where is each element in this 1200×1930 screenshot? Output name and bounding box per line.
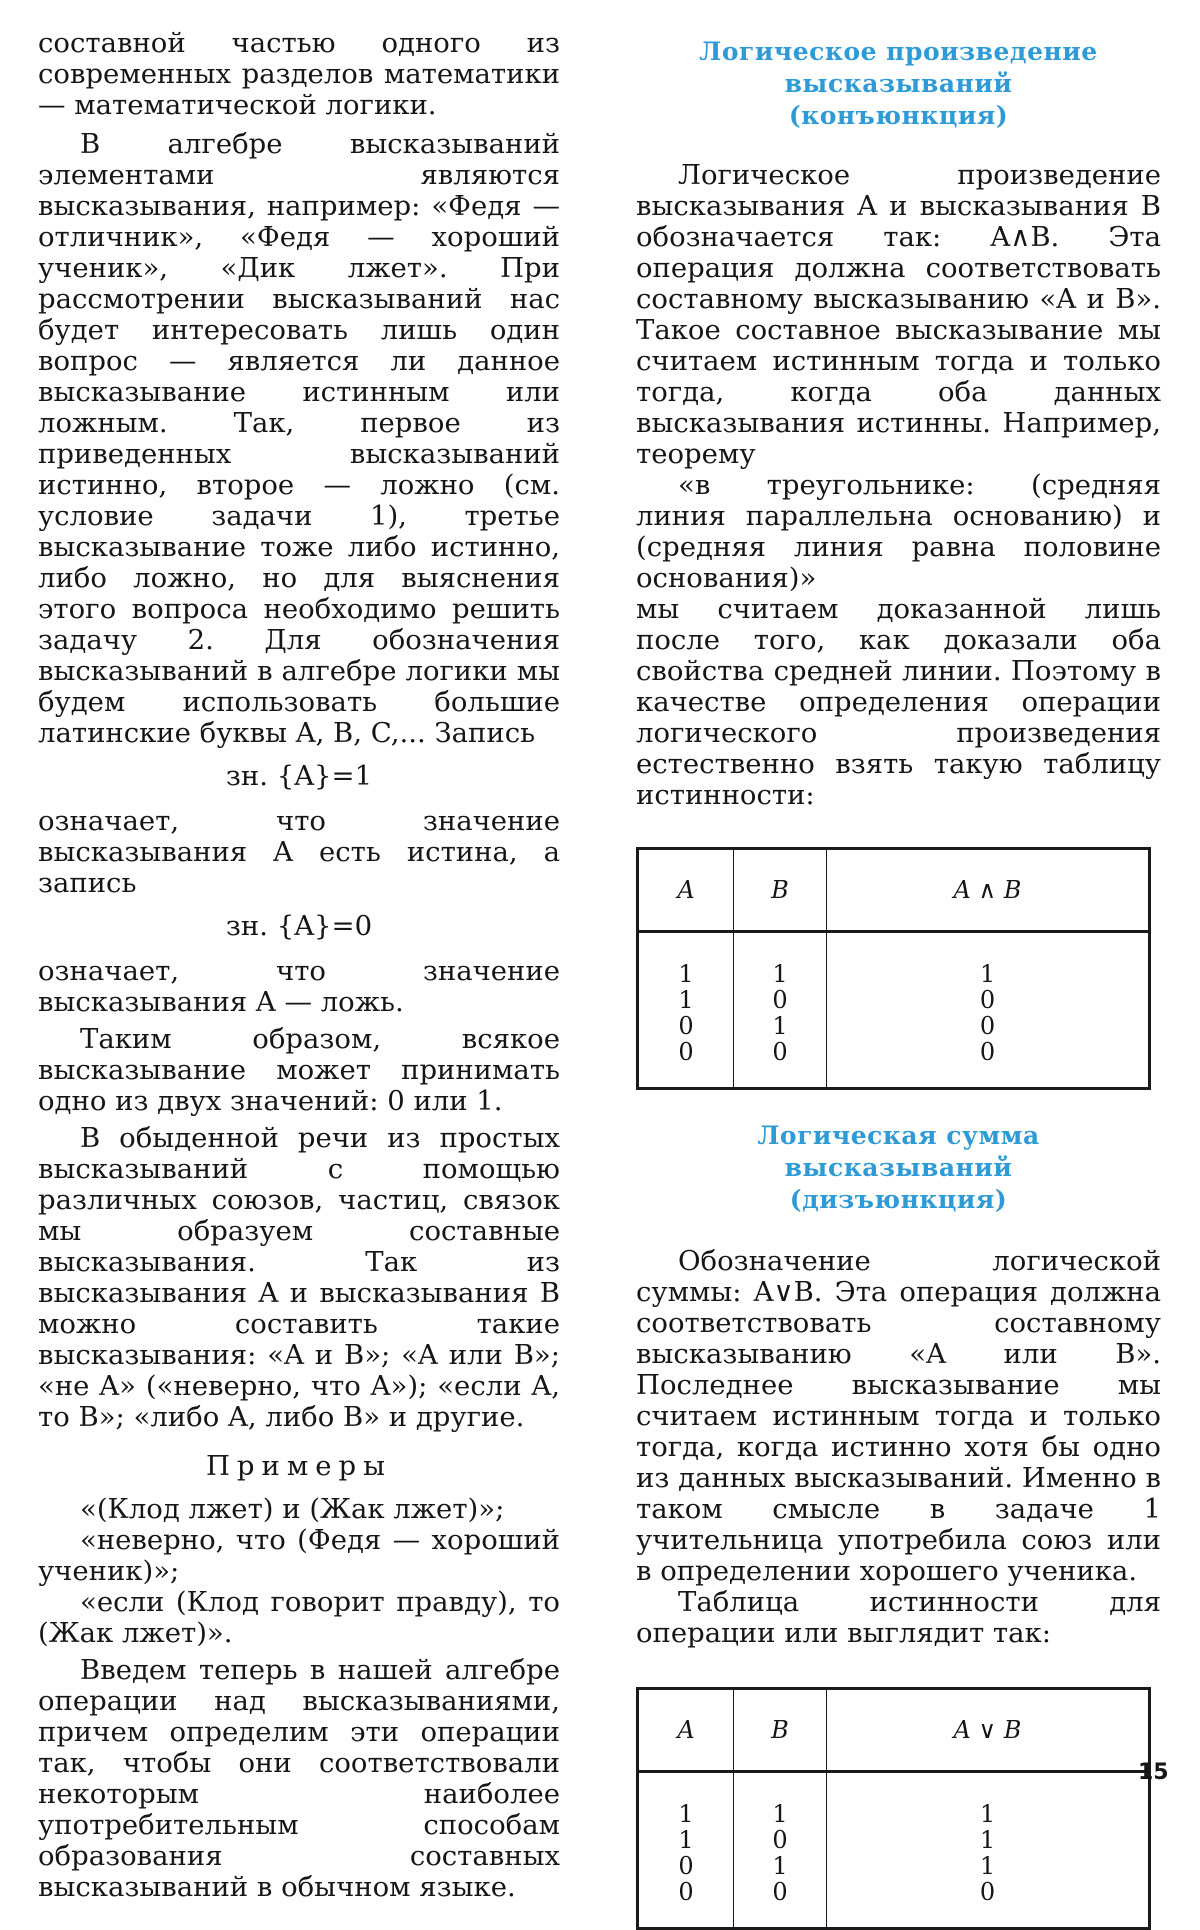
paragraph: Таблица истинности для операции или выглядит так: [636, 1586, 1161, 1649]
table-header: A [638, 1689, 734, 1772]
table-cell: 0 [678, 1038, 694, 1066]
left-column [38, 28, 560, 1903]
table-cell: 1 [979, 1826, 996, 1854]
table-column-result [826, 932, 1149, 1089]
paragraph: Введем теперь в нашей алгебре операции над высказываниями, причем определим эти операции так, чтобы они соответствовали некоторым наиболее употребительным способам образования составных высказываний в обычном языке. [38, 1654, 560, 1903]
table-cell: 1 [678, 960, 694, 988]
paragraph: Обозначение логической суммы: A∨B. Эта операция должна соответствовать составному высказыванию «A или B». Последнее высказывание мы считаем истинным тогда и только тогда, когда истинно хотя бы одно из данных высказываний. Именно в таком смысле в задаче 1 учительница употребила союз или в определении хорошего ученика. [636, 1245, 1161, 1587]
example-item: «если (Клод говорит правду), то (Жак лжет)». [38, 1586, 560, 1649]
section-heading-conjunction: Логическое произведение высказываний (конъюнкция) [699, 37, 1098, 130]
section-heading-disjunction: Логическая сумма высказываний (дизъюнкция) [757, 1121, 1040, 1214]
table-cell: 1 [772, 1800, 788, 1828]
table-cell: 0 [772, 1038, 788, 1066]
table-column-b [734, 1772, 827, 1929]
paragraph: «в треугольнике: (средняя линия параллельна основанию) и (средняя линия равна половине основания)» [636, 469, 1161, 594]
table-cell: 0 [772, 986, 788, 1014]
paragraph: В обыденной речи из простых высказываний с помощью различных союзов, частиц, связок мы образуем составные высказывания. Так из высказывания A и высказывания B можно составить такие высказывания: «A и B»; «A или B»; «не A» («неверно, что A»); «если A, то B»; «либо A, либо B» и другие. [38, 1122, 560, 1433]
table-cell: 0 [772, 1826, 788, 1854]
table-cell: 1 [772, 960, 788, 988]
table-cell: 1 [772, 1012, 788, 1040]
table-cell: 0 [979, 986, 996, 1014]
truth-table-conjunction [636, 847, 1151, 1090]
table-header: B [734, 1689, 827, 1772]
table-cell: 0 [979, 1012, 996, 1040]
table-column-a [638, 1772, 734, 1929]
table-cell: 0 [678, 1852, 694, 1880]
paragraph: Таким образом, всякое высказывание может принимать одно из двух значений: 0 или 1. [38, 1023, 560, 1117]
table-cell: 0 [979, 1038, 996, 1066]
paragraph: мы считаем доказанной лишь после того, как доказали оба свойства средней линии. Поэтому в качестве определения операции логического произведения естественно взять такую таблицу истинности: [636, 593, 1161, 811]
table-cell: 1 [678, 1826, 694, 1854]
table-column-a [638, 932, 734, 1089]
paragraph: означает, что значение высказывания A есть истина, а запись [38, 805, 560, 899]
table-cell: 0 [979, 1878, 996, 1906]
right-column [636, 36, 1161, 1930]
examples-title: Примеры [205, 1450, 393, 1482]
table-header: A [638, 849, 734, 932]
example-item: «неверно, что (Федя — хороший ученик)»; [38, 1524, 560, 1587]
table-cell: 0 [678, 1878, 694, 1906]
formula-true: зн. {A}=1 [225, 760, 373, 792]
table-cell: 1 [678, 986, 694, 1014]
formula-false: зн. {A}=0 [225, 910, 373, 942]
table-cell: 1 [678, 1800, 694, 1828]
table-cell: 1 [772, 1852, 788, 1880]
table-cell: 0 [772, 1878, 788, 1906]
paragraph: В алгебре высказываний элементами являются высказывания, например: «Федя — отличник», «Федя — хороший ученик», «Дик лжет». При рассмотрении высказываний нас будет интересовать лишь один вопрос — является ли данное высказывание истинным или ложным. Так, первое из приведенных высказываний истинно, второе — ложно (см. условие задачи 1), третье высказывание тоже либо истинно, либо ложно, но для выяснения этого вопроса необходимо решить задачу 2. Для обозначения высказываний в алгебре логики мы будем использовать большие латинские буквы A, B, C,... Запись [38, 128, 560, 749]
table-header: A ∨ B [826, 1689, 1149, 1772]
example-item: «(Клод лжет) и (Жак лжет)»; [80, 1493, 505, 1525]
paragraph: Логическое произведение высказывания A и высказывания B обозначается так: A∧B. Эта операция должна соответствовать составному высказыванию «A и B». Такое составное высказывание мы считаем истинным тогда и только тогда, когда оба данных высказывания истинны. Например, теорему [636, 159, 1161, 470]
table-column-b [734, 932, 827, 1089]
table-cell: 1 [979, 1852, 996, 1880]
table-column-result [826, 1772, 1149, 1929]
table-header: B [734, 849, 827, 932]
paragraph: означает, что значение высказывания A — ложь. [38, 955, 560, 1018]
paragraph: составной частью одного из современных разделов математики — математической логики. [38, 27, 560, 121]
page-number: 15 [1138, 1760, 1169, 1785]
table-cell: 1 [979, 960, 996, 988]
table-header: A ∧ B [826, 849, 1149, 932]
table-cell: 1 [979, 1800, 996, 1828]
truth-table-disjunction [636, 1687, 1151, 1930]
table-cell: 0 [678, 1012, 694, 1040]
